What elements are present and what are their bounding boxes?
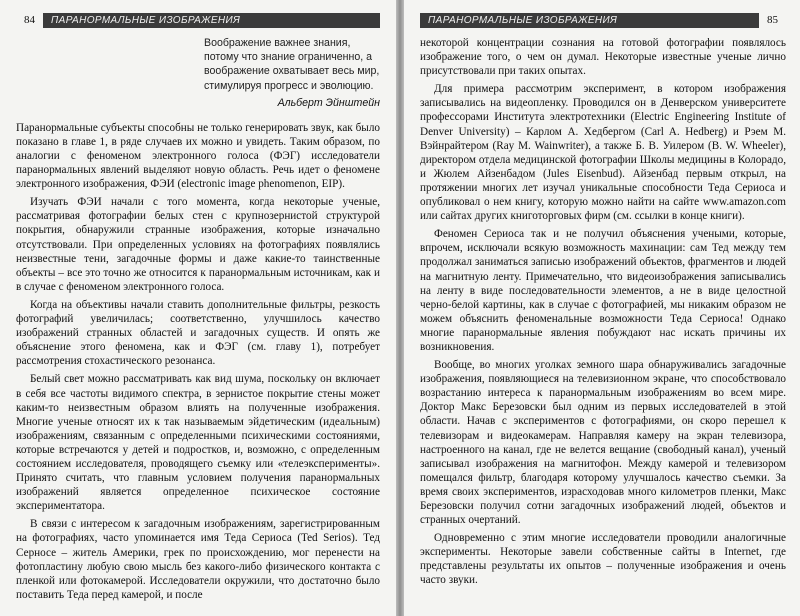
- right-page-number: 85: [767, 14, 778, 26]
- left-paragraph: Паранормальные субъекты способны не только генерировать звук, как было показано в главе 1, в ряде случаев их можно и увидеть. Таким образом, по аналогии с феноменом электронного голоса (ФЭГ) исследователи паранормальных явлений выделяют новую область. Речь идет о феномене электронного изображения, ФЭИ (electronic image phenomenon, EIP).: [16, 121, 380, 191]
- right-paragraph: Одновременно с этим многие исследователи проводили аналогичные эксперименты. Некоторые завели собственные сайты в Internet, где представлены результаты их опытов – полученные изображения и очень часто звуки.: [420, 532, 786, 587]
- left-paragraph: Белый свет можно рассматривать как вид шума, поскольку он включает в себя все частоты видимого спектра, в зернистое покрытие стены может каким-то неизвестным образом влиять на полученные изображения. Многие ученые относят их к так называемым эйдетическим (идеальным) изображениям, связанным с определенными психическими состояниями, которые встречаются у детей и подростков, и, возможно, с определенным состоянием исследователя, проводящего съемку или «телеэксперименты». Принято считать, что главным условием получения паранормальных изображений является определенное психическое состояние экспериментатора.: [16, 373, 380, 513]
- right-paragraph: некоторой концентрации сознания на готовой фотографии появлялось изображение того, о чем он думал. Некоторые известные ученые лично присутствовали при таких опытах.: [420, 37, 786, 78]
- left-running-head: [16, 12, 380, 28]
- left-paragraph: Изучать ФЭИ начали с того момента, когда некоторые ученые, рассматривая фотографии белых стен с крупнозернистой структурой покрытия, обнаружили странные изображения, которые изначально отсутствовали. При определенных условиях на фотографиях появлялись неизвестные тени, загадочные формы и даже какие-то таинственные объекты – все это точно же относится к паранормальным источникам, как и в случае с феноменом электронного голоса.: [16, 196, 380, 293]
- left-page-number: 84: [24, 14, 35, 26]
- book-gutter: [396, 0, 404, 616]
- left-paragraph: Когда на объективы начали ставить дополнительные фильтры, резкость фотографий увеличилась; соответственно, улучшилось качество изображений странных областей и загадочных существ. И опять же объяснение этого феномена, как и ФЭГ (см. главу 1), потребует рассмотрения стохастического резонанса.: [16, 298, 380, 368]
- left-page: [0, 0, 396, 616]
- left-paragraph: В связи с интересом к загадочным изображениям, зарегистрированным на фотографиях, часто упоминается имя Теда Сериоса (Ted Serios). Тед Серносе – житель Америки, грек по происхождению, мог перенести на фотопластину любую свою мысль без какого-либо физического контакта с пленкой или фотокамерой. Исследователи окружили, что достаточно было поставить Теда перед камерой, и после: [16, 518, 380, 601]
- right-paragraph: Вообще, во многих уголках земного шара обнаруживались загадочные изображения, появляющиеся на телевизионном экране, что способствовало возрастанию интереса к паранормальным изображениям во всем мире. Доктор Макс Березовски был одним из первых исследователей в этой области. Начав с экспериментов с фотографиями, он скоро перешел к телевизорам и видеокамерам. Направляя камеру на экран телевизора, настроенного на канал, где не велется вещание (свободный канал), ученый записывал изображения на магнитофон. Между камерой и телевизором помещался фильтр, благодаря которому улучшалось качество съемки. За время своих экспериментов, израсходовав много километров пленки, Макс Березовски получил сотни загадочных изображений людей, объектов и странных очертаний.: [420, 359, 786, 527]
- right-running-title: ПАРАНОРМАЛЬНЫЕ ИЗОБРАЖЕНИЯ: [420, 13, 759, 28]
- left-running-title: ПАРАНОРМАЛЬНЫЕ ИЗОБРАЖЕНИЯ: [43, 13, 380, 28]
- epigraph-text: Воображение важнее знания, потому что знание ограниченно, а воображение охватывает весь мир, стимулируя прогресс и эволюцию.: [204, 37, 380, 92]
- right-page: [404, 0, 800, 616]
- epigraph-author: Альберт Эйнштейн: [277, 96, 380, 109]
- right-paragraph: Для примера рассмотрим эксперимент, в котором изображения записывались на видеопленку. Проводился он в Денверском университете профессорами Института электротехники (Electric Engineering Institute of Denver University) – Карлом А. Хедбергом (Carl A. Hedberg) и Рэем М. Вэйнрайтером (Ray M. Wainwriter), а также Б. В. Уилером (B. W. Wheeler), директором отдела медицинской фотографии Школы медицины в Колорадо, и Жюлем Айзенбадом (Jules Eisenbud). Айзенбад первым открыл, на протяжении многих лет изучал уникальные способности Теда Сериоса и опубликовал о нем книгу, которую можно найти на сайте www.amazon.com или сайтах других книготорговых фирм (см. ссылки в конце книги).: [420, 83, 786, 223]
- right-running-head: [420, 12, 786, 28]
- right-paragraph: Феномен Сериоса так и не получил объяснения учеными, которые, впрочем, исключали всякую возможность махинации: сам Тед между тем продолжал заниматься записью изображений объектов, фрагментов и людей на магнитную ленту. Примечательно, что видеоизображения записывались на ленту в виде последовательности элементов, а не в виде целостной черно-белой картины, как в случае с фотографией, мы никаким образом не можем объяснить феноменальные возможности Теда Сериоса! Однако многие паранормальные явления побуждают нас искать причины их возникновения.: [420, 228, 786, 353]
